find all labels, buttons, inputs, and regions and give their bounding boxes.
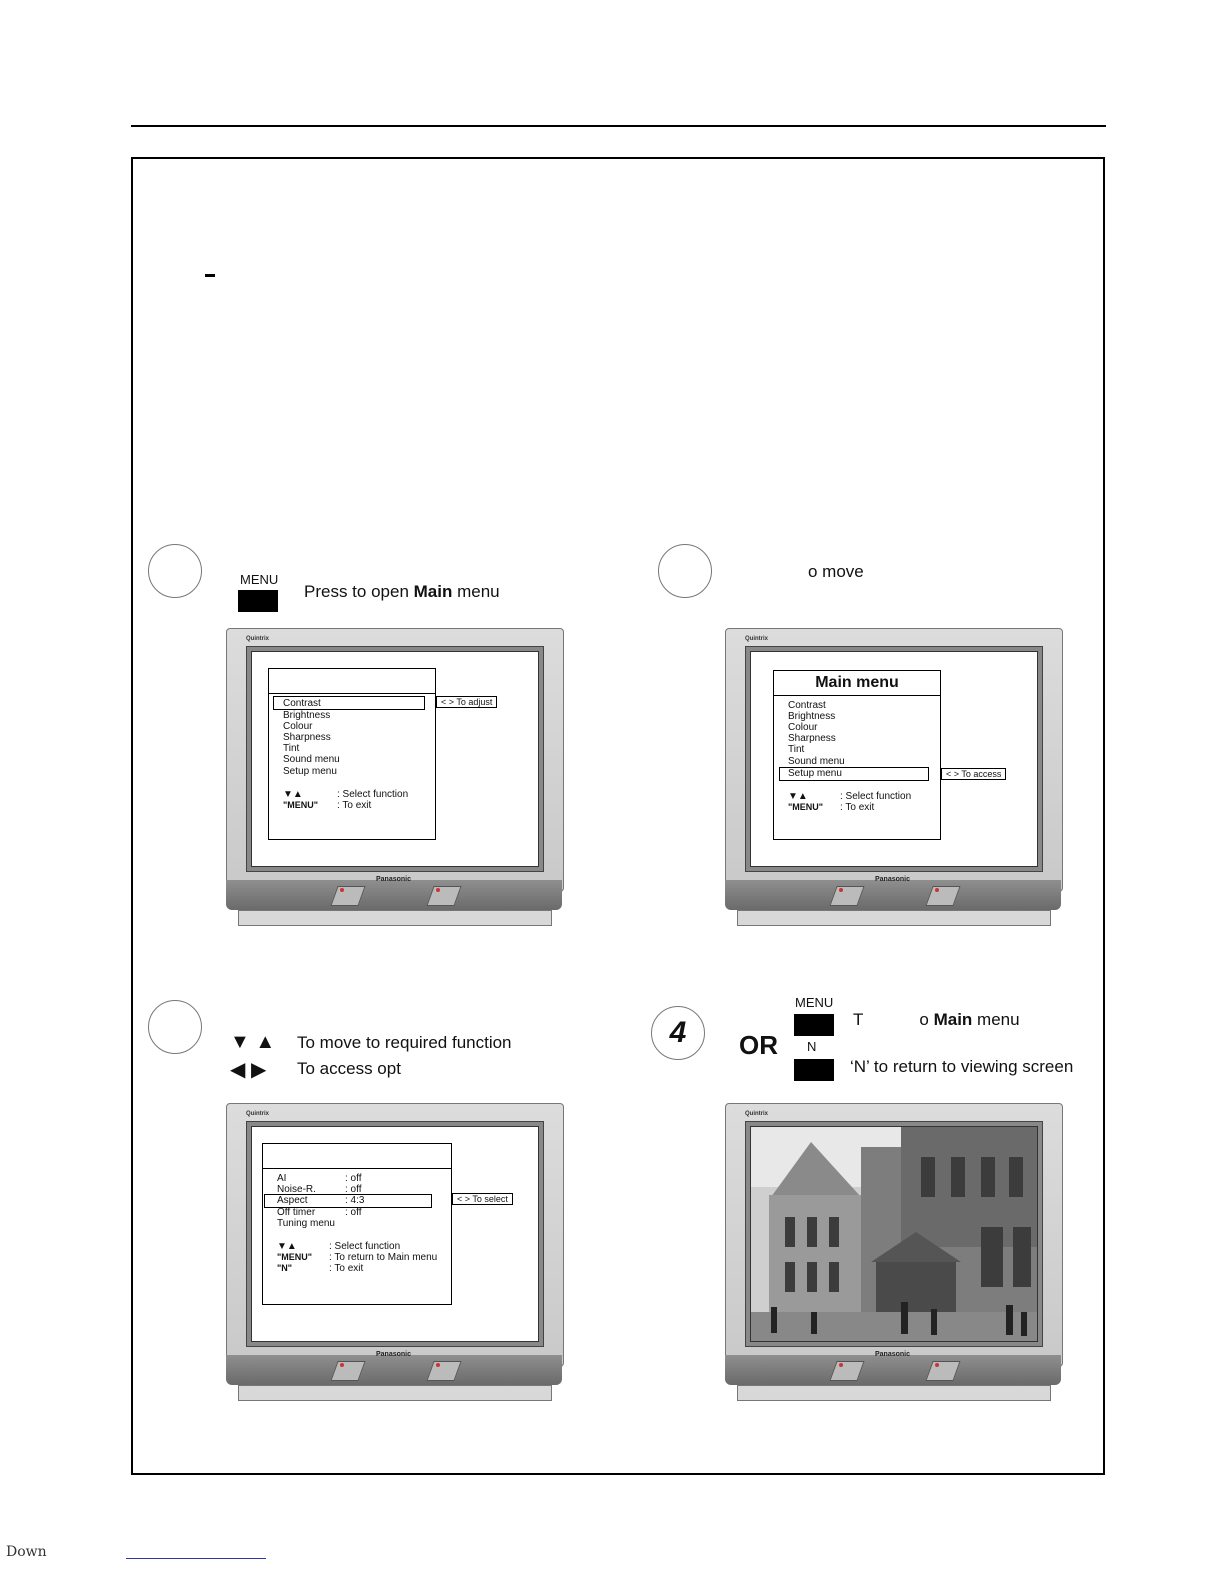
osd-nav-exit: : To exit (337, 800, 372, 811)
or-label: OR (739, 1030, 778, 1060)
tv-brand-bottom: Panasonic (376, 1351, 412, 1358)
osd-row-label: Noise-R. (277, 1184, 316, 1195)
osd-item: Contrast (788, 700, 826, 711)
footer-link-underline (126, 1558, 266, 1559)
osd-nav-exit: : To exit (840, 802, 875, 813)
tv-brand-bottom: Panasonic (875, 876, 911, 883)
osd-item: Brightness (788, 711, 836, 722)
top-rule (131, 125, 1106, 127)
step-4-line-2: ‘N’ to return to viewing screen (850, 1057, 1074, 1076)
osd-nav-arrows: ▼▲ (283, 789, 303, 800)
osd-item: Colour (788, 722, 818, 733)
osd-nav-menu-text: : To return to Main menu (329, 1252, 438, 1263)
osd-row-value: : off (345, 1207, 362, 1218)
menu-key-label: MENU (240, 572, 279, 587)
tv-screen (251, 1126, 539, 1342)
osd-nav-menu: "MENU" (283, 800, 319, 810)
tv-brand-top: Quintrix (745, 636, 769, 642)
osd-row-label: Off timer (277, 1207, 316, 1218)
building-photo (751, 1127, 1037, 1341)
footer-text: Down (6, 1544, 47, 1560)
osd-hint: < > To adjust (436, 696, 497, 708)
osd-menu (262, 1143, 452, 1305)
n-key-label: N (807, 1039, 817, 1054)
osd-item: Setup menu (283, 766, 337, 777)
osd-hint: < > To access (941, 768, 1006, 780)
osd-nav-menu: "MENU" (277, 1252, 313, 1262)
osd-menu-title (269, 669, 435, 694)
step-3-line-1: To move to required function (297, 1033, 512, 1052)
osd-item: Sound menu (283, 754, 340, 765)
osd-item: Colour (283, 721, 313, 732)
tv-screen-photo (750, 1126, 1038, 1342)
step-2-circle (658, 544, 712, 598)
osd-item: Brightness (283, 710, 331, 721)
osd-item: Contrast (283, 698, 321, 709)
osd-item: Tint (788, 744, 805, 755)
osd-row-label: AI (277, 1173, 287, 1184)
osd-nav-arrows: ▼▲ (788, 791, 808, 802)
osd-nav-exit: : To exit (329, 1263, 364, 1274)
n-key-icon (794, 1059, 834, 1081)
tv-brand-top: Quintrix (745, 1111, 769, 1117)
tv-brand-bottom: Panasonic (376, 876, 412, 883)
up-down-arrow-icons: ▼ ▲ (230, 1031, 276, 1053)
tv-screen (750, 651, 1038, 867)
osd-item: Sound menu (788, 756, 845, 767)
step-4-line-1: T o Main menu (853, 1010, 1020, 1029)
osd-row-value: : off (345, 1173, 362, 1184)
osd-nav-select: : Select function (329, 1241, 401, 1252)
tv-brand-top: Quintrix (246, 636, 270, 642)
osd-nav-n: "N" (277, 1263, 293, 1273)
menu-key-icon (238, 590, 278, 612)
osd-nav-select: : Select function (840, 791, 912, 802)
osd-item: Setup menu (788, 768, 842, 779)
osd-item: Sharpness (788, 733, 836, 744)
step-2-instruction: o move (808, 562, 864, 581)
osd-item: Tint (283, 743, 300, 754)
step-3-line-2: To access opt (297, 1059, 401, 1078)
osd-menu-title (263, 1144, 451, 1169)
osd-nav-menu: "MENU" (788, 802, 824, 812)
tv-brand-top: Quintrix (246, 1111, 270, 1117)
left-right-arrow-icons: ◀ ▶ (230, 1059, 267, 1081)
dash-mark (205, 274, 215, 277)
step-3-circle (148, 1000, 202, 1054)
tv-brand-bottom: Panasonic (875, 1351, 911, 1358)
osd-row-value: : off (345, 1184, 362, 1195)
osd-hint: < > To select (452, 1193, 513, 1205)
menu-key-icon (794, 1014, 834, 1036)
osd-menu (268, 668, 436, 840)
osd-nav-select: : Select function (337, 789, 409, 800)
step-1-instruction: Press to open Main menu (304, 582, 500, 601)
step-4-circle: 4 (651, 1006, 705, 1060)
osd-row-label: Aspect (277, 1195, 308, 1206)
tv-step-2 (725, 628, 1065, 928)
osd-menu-title: Main menu (774, 671, 940, 696)
tv-step-3 (226, 1103, 566, 1403)
step-1-circle (148, 544, 202, 598)
tv-step-1 (226, 628, 566, 928)
osd-nav-arrows: ▼▲ (277, 1241, 297, 1252)
osd-row-label: Tuning menu (277, 1218, 335, 1229)
menu-key-label: MENU (795, 995, 834, 1010)
osd-menu (773, 670, 941, 840)
tv-screen (251, 651, 539, 867)
tv-step-4 (725, 1103, 1065, 1403)
osd-row-value: : 4:3 (345, 1195, 365, 1206)
osd-item: Sharpness (283, 732, 331, 743)
